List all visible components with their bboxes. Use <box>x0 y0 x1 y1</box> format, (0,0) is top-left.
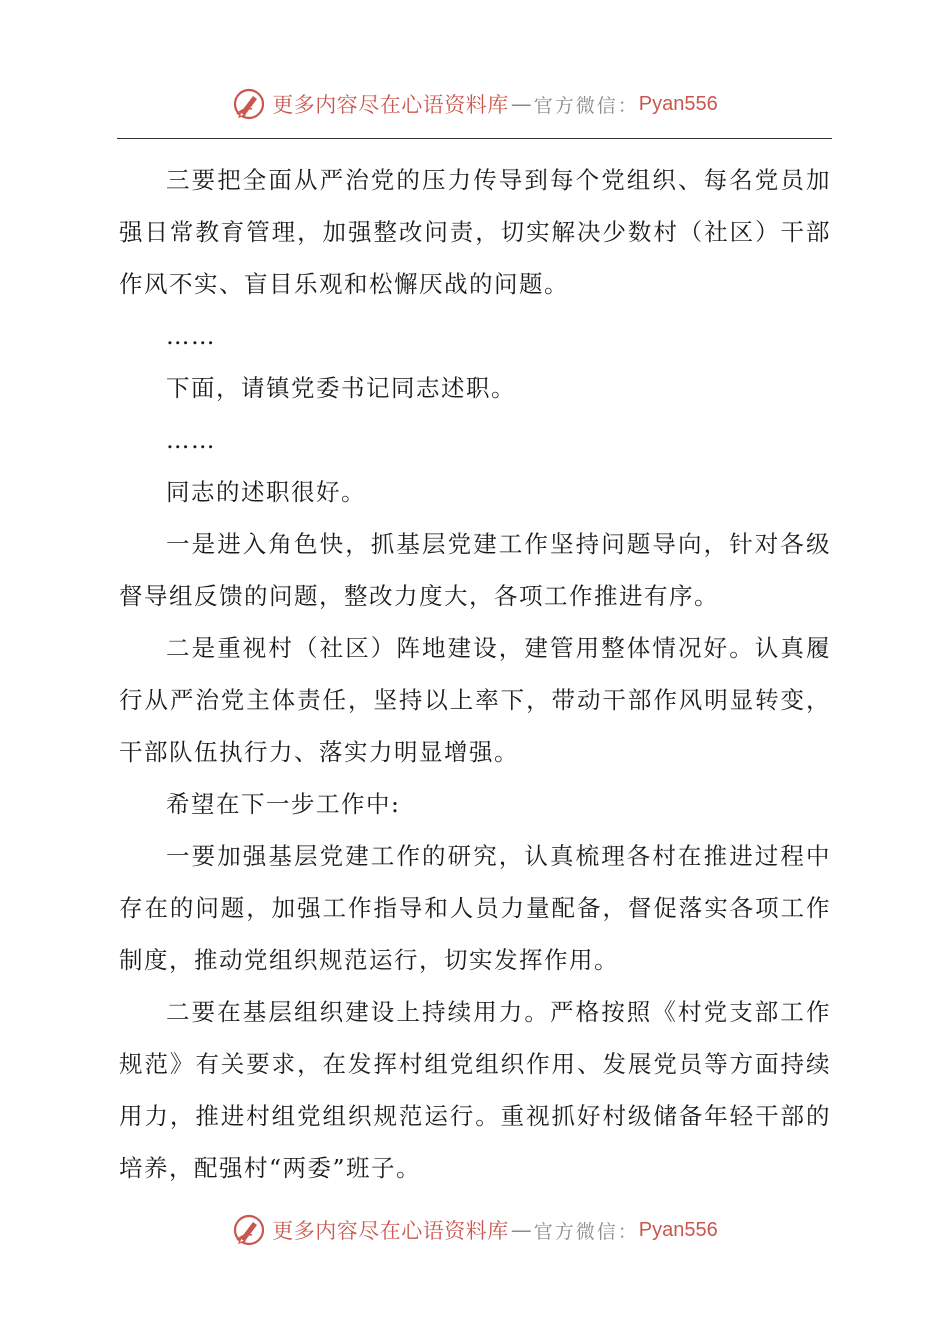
paragraph: 一要加强基层党建工作的研究，认真梳理各村在推进过程中存在的问题，加强工作指导和人员力量配备，督促落实各项工作制度，推动党组织规范运行，切实发挥作用。 <box>119 842 831 974</box>
paragraph: 二是重视村（社区）阵地建设，建管用整体情况好。认真履行从严治党主体责任，坚持以上率下，带动干部作风明显转变，干部队伍执行力、落实力明显增强。 <box>119 634 831 766</box>
pen-logo-icon <box>232 87 266 121</box>
footer-banner <box>0 1208 950 1252</box>
header-dash: — <box>510 92 532 116</box>
footer-wechat-label: 官方微信： <box>533 1220 639 1243</box>
header-wechat-label: 官方微信： <box>533 94 639 117</box>
paragraph: …… <box>166 322 216 350</box>
paragraph: 三要把全面从严治党的压力传导到每个党组织、每名党员加强日常教育管理，加强整改问责，切实解决少数村（社区）干部作风不实、盲目乐观和松懈厌战的问题。 <box>119 166 831 298</box>
header-divider <box>117 138 832 139</box>
footer-wechat-id: Pyan556 <box>638 1218 718 1241</box>
document-body <box>119 154 831 1194</box>
header-site-name: 更多内容尽在心语资料库 <box>272 93 509 117</box>
header-banner <box>0 82 950 126</box>
paragraph: 二要在基层组织建设上持续用力。严格按照《村党支部工作规范》有关要求，在发挥村组党组织作用、发展党员等方面持续用力，推进村组党组织规范运行。重视抓好村级储备年轻干部的培养，配强村“两委”班子。 <box>119 998 831 1182</box>
paragraph: 下面，请镇党委书记同志述职。 <box>166 374 516 402</box>
paragraph: 希望在下一步工作中: <box>166 790 401 818</box>
paragraph: 同志的述职很好。 <box>166 478 366 506</box>
paragraph: …… <box>166 426 216 454</box>
header-wechat-id: Pyan556 <box>638 92 718 115</box>
pen-logo-icon <box>232 1213 266 1247</box>
footer-site-name: 更多内容尽在心语资料库 <box>272 1219 509 1243</box>
footer-dash: — <box>510 1218 532 1242</box>
paragraph: 一是进入角色快，抓基层党建工作坚持问题导向，针对各级督导组反馈的问题，整改力度大，各项工作推进有序。 <box>119 530 831 610</box>
